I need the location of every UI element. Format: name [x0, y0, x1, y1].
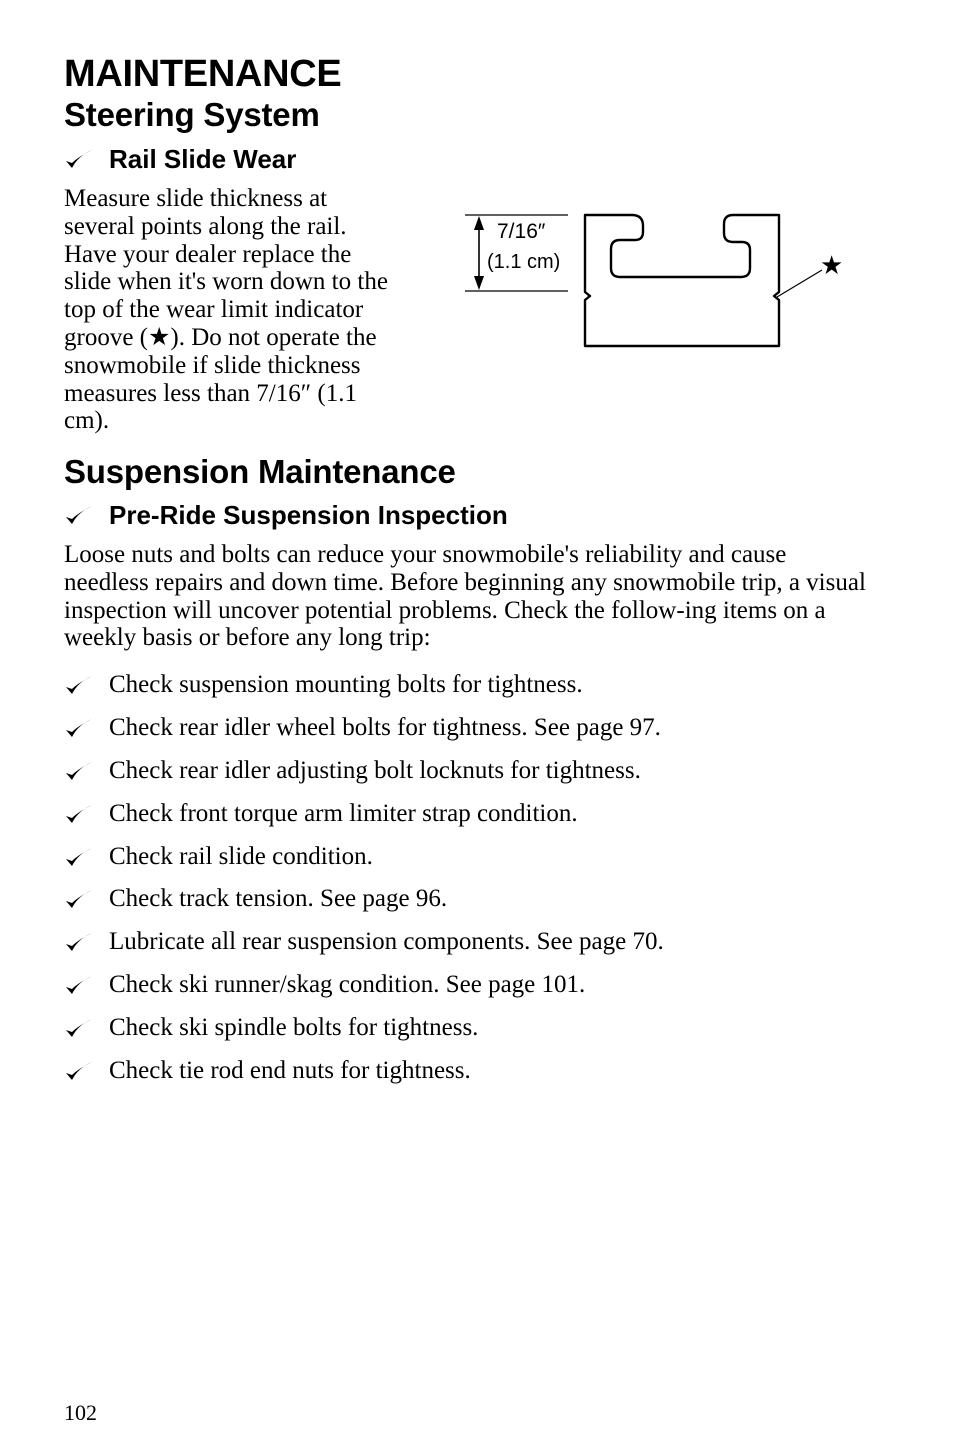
- checkmark-icon: [64, 974, 94, 996]
- checkmark-icon: [64, 888, 94, 910]
- list-item: [64, 878, 664, 921]
- list-item: [64, 964, 664, 1007]
- suspension-intro-paragraph: Loose nuts and bolts can reduce your snowmobile's reliability and cause needless repairs and down time. Before beginning any snowmobile trip, a visual inspection will uncover potential problems. Check the follow-ing items on a weekly basis or before any long trip:: [64, 541, 866, 652]
- pre-ride-inspection-heading-text: Pre-Ride Suspension Inspection: [109, 500, 508, 530]
- list-item-text: Check suspension mounting bolts for tightness.: [109, 671, 583, 699]
- section-title: MAINTENANCE: [64, 53, 342, 95]
- checkmark-icon: [64, 504, 94, 526]
- list-item-text: Lubricate all rear suspension components. See page 70.: [109, 928, 664, 956]
- checkmark-icon: [64, 931, 94, 953]
- checkmark-icon: [64, 803, 94, 825]
- list-item-text: Check ski spindle bolts for tightness.: [109, 1013, 479, 1041]
- list-item: [64, 707, 664, 750]
- list-item: [64, 835, 664, 878]
- page-number: 102: [64, 1400, 97, 1425]
- suspension-maintenance-title: Suspension Maintenance: [64, 453, 456, 490]
- list-item: [64, 664, 664, 707]
- list-item: [64, 792, 664, 835]
- rail-slide-profile: [585, 215, 779, 346]
- checkmark-icon: [64, 674, 94, 696]
- dimension-arrow-down: [474, 276, 484, 290]
- list-item: [64, 1006, 664, 1049]
- checkmark-icon: [64, 760, 94, 782]
- checkmark-icon: [64, 717, 94, 739]
- list-item-text: Check track tension. See page 96.: [109, 885, 448, 913]
- groove-leader-line: [777, 270, 822, 297]
- list-item: [64, 921, 664, 964]
- pre-ride-inspection-heading: [64, 499, 508, 531]
- star-icon: ★: [820, 251, 844, 281]
- list-item-text: Check rail slide condition.: [109, 842, 373, 870]
- inspection-checklist: [64, 664, 664, 1092]
- checkmark-icon: [64, 1060, 94, 1082]
- rail-slide-wear-heading: [64, 143, 296, 175]
- dimension-metric-label: (1.1 cm): [487, 251, 561, 273]
- list-item-text: Check tie rod end nuts for tightness.: [109, 1056, 471, 1084]
- list-item-text: Check ski runner/skag condition. See page 101.: [109, 970, 586, 998]
- checkmark-icon: [64, 148, 94, 170]
- list-item: [64, 750, 664, 793]
- dimension-arrow-up: [474, 216, 484, 230]
- dimension-label: 7/16″: [497, 220, 546, 243]
- checkmark-icon: [64, 1017, 94, 1039]
- checkmark-icon: [64, 846, 94, 868]
- subsection-title: Steering System: [64, 96, 320, 133]
- list-item-text: Check rear idler adjusting bolt locknuts for tightness.: [109, 756, 641, 784]
- list-item-text: Check front torque arm limiter strap condition.: [109, 799, 578, 827]
- list-item-text: Check rear idler wheel bolts for tightness. See page 97.: [109, 714, 661, 742]
- rail-slide-wear-paragraph: Measure slide thickness at several points along the rail. Have your dealer replace the slide when it's worn down to the top of the wear limit indicator groove (★). Do not operate the snowmobile if slide thickness measures less than 7/16″ (1.1 cm).: [64, 185, 388, 435]
- rail-slide-wear-heading-text: Rail Slide Wear: [109, 144, 297, 174]
- list-item: [64, 1049, 664, 1092]
